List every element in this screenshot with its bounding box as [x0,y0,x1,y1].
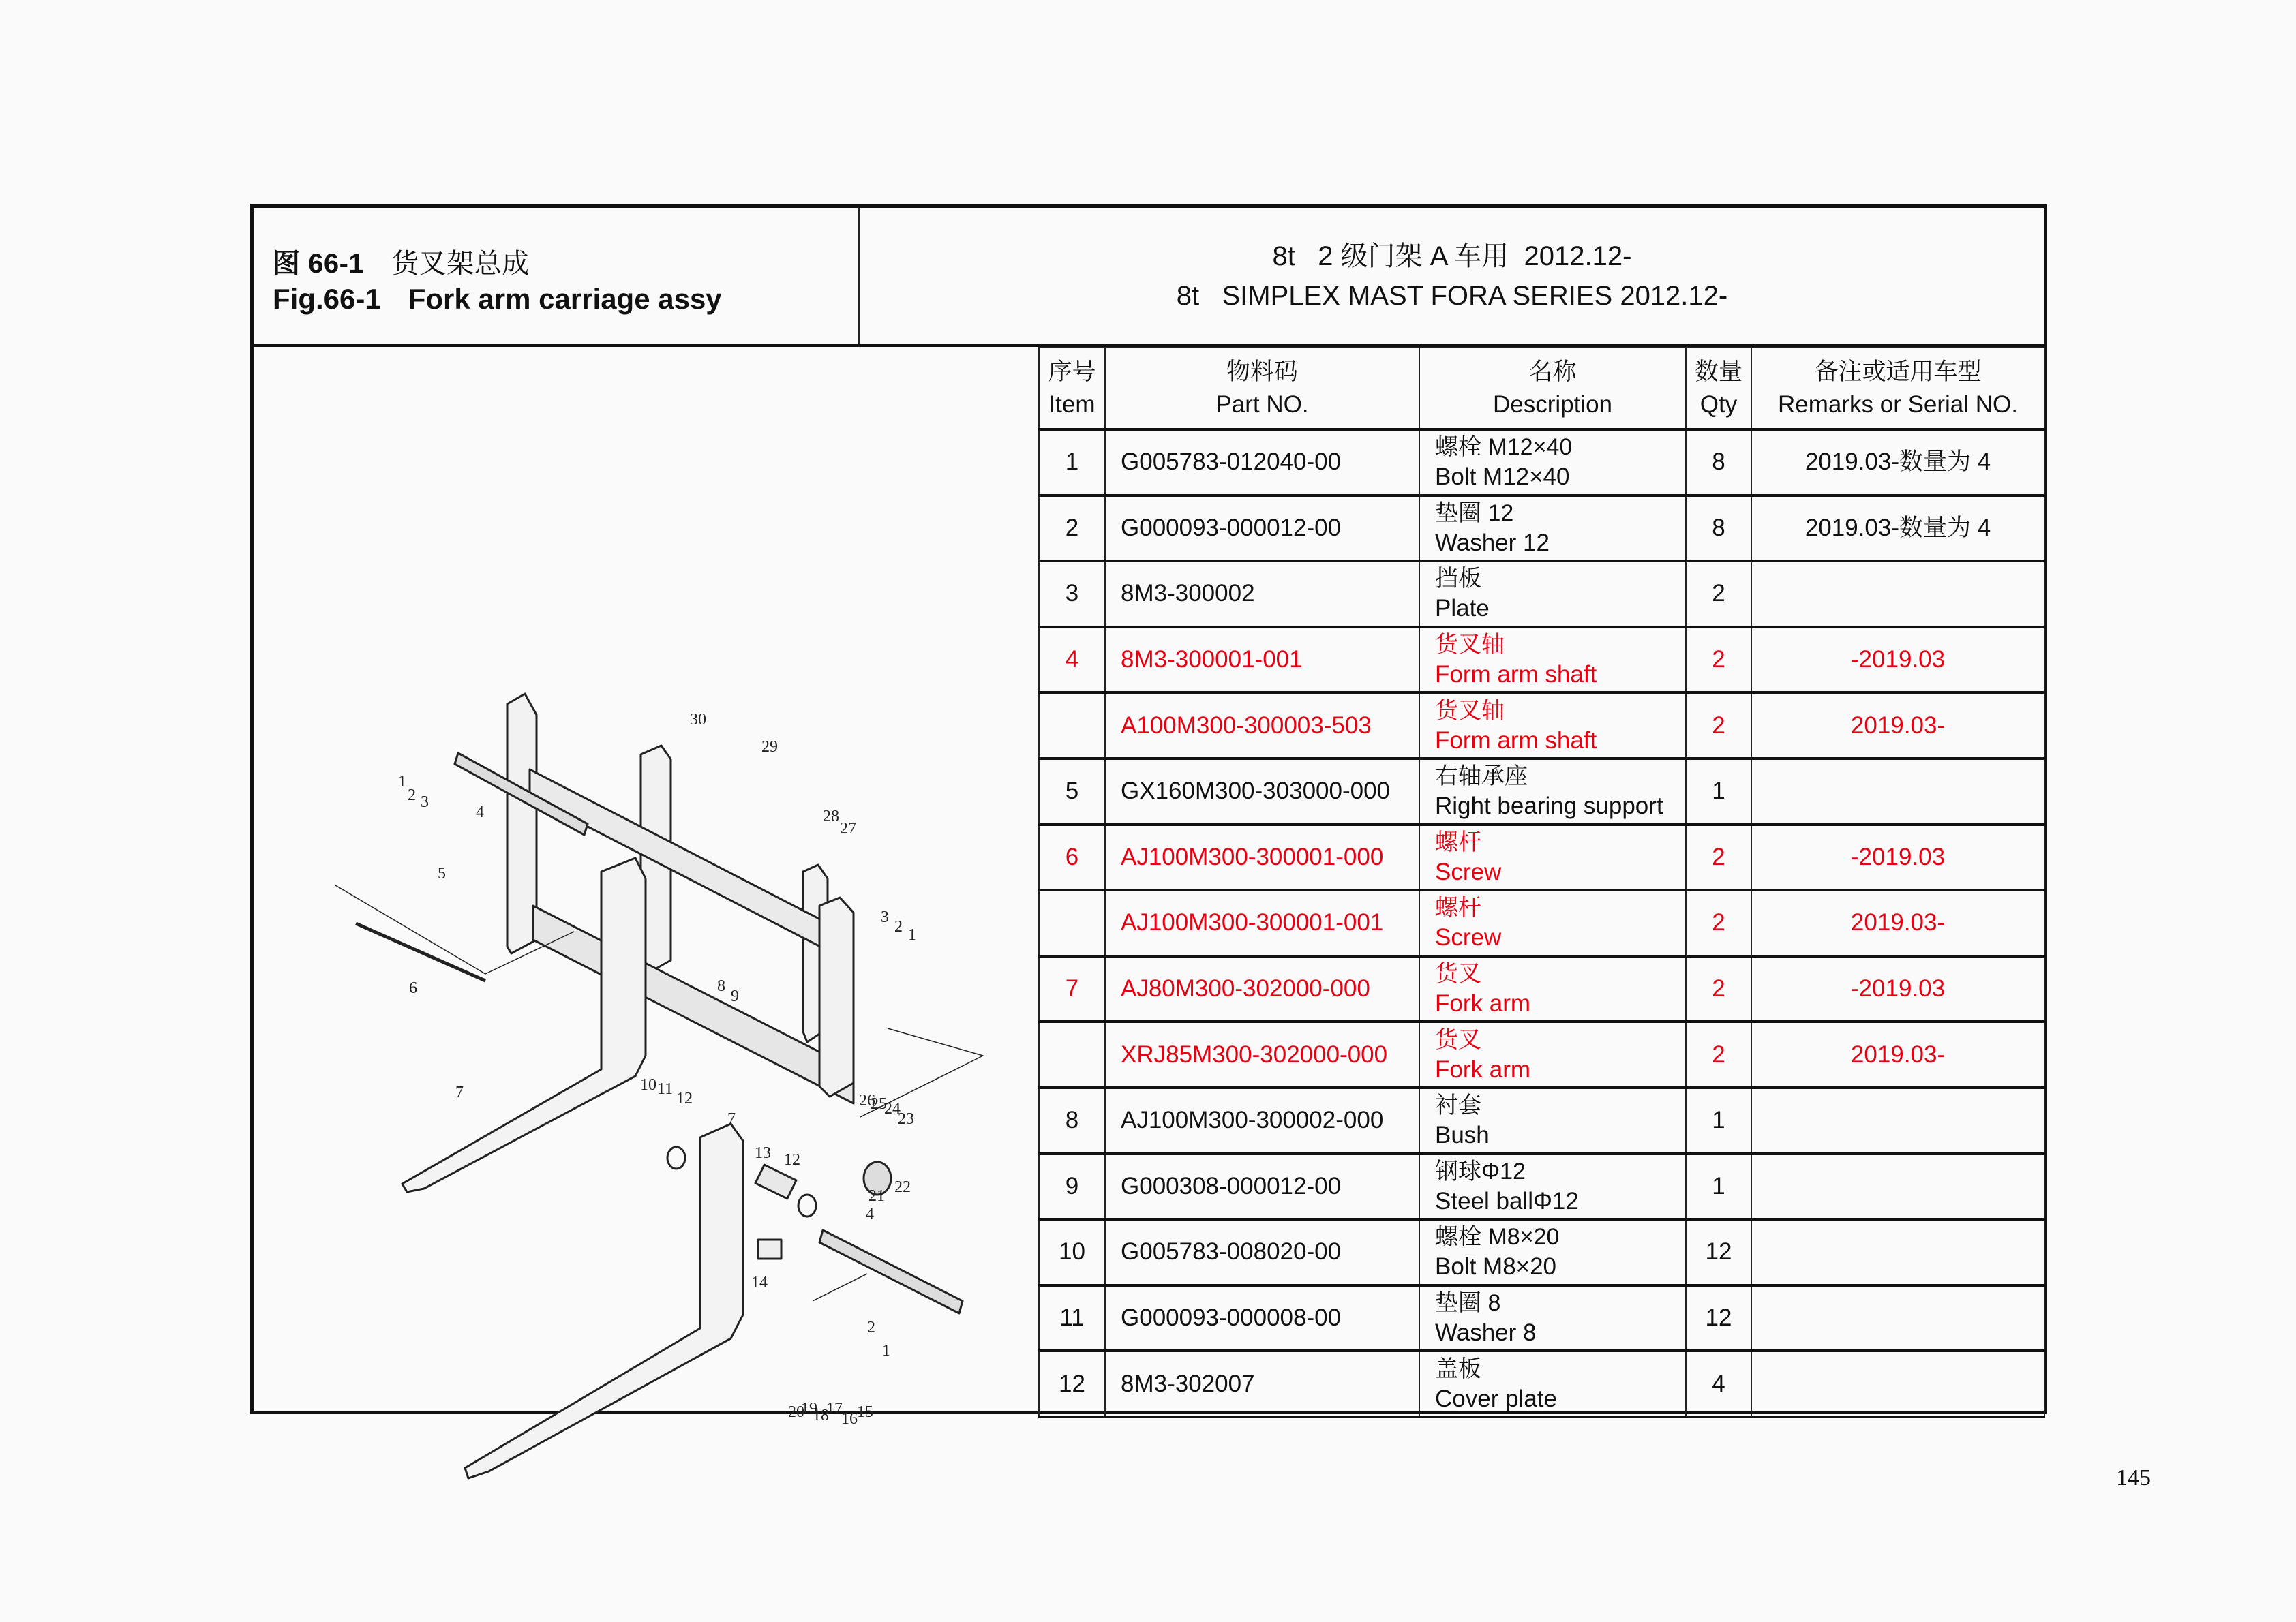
remarks-cell: -2019.03 [1751,627,2044,693]
table-row [1039,1285,2044,1351]
table-row [1039,890,2044,956]
svg-text:26: 26 [859,1092,875,1110]
svg-text:6: 6 [409,979,417,997]
svg-text:12: 12 [676,1090,693,1107]
remarks-cell: 2019.03-数量为 4 [1751,429,2044,495]
col-header-description: 名称 Description [1419,348,1686,429]
item-cell: 8 [1039,1088,1105,1154]
exploded-view-drawing [254,347,1038,1428]
item-cell [1039,1022,1105,1088]
svg-text:30: 30 [690,711,706,729]
qty-cell: 2 [1686,1022,1751,1088]
col-header-remarks: 备注或适用车型 Remarks or Serial NO. [1751,348,2044,429]
part-no-cell: AJ100M300-300001-001 [1105,890,1419,956]
item-cell: 1 [1039,429,1105,495]
description-cell: 右轴承座 Right bearing support [1419,759,1686,825]
part-no-cell: 8M3-302007 [1105,1351,1419,1417]
svg-text:10: 10 [640,1076,656,1094]
qty-cell: 2 [1686,956,1751,1022]
remarks-cell [1751,1351,2044,1417]
qty-cell: 4 [1686,1351,1751,1417]
qty-cell: 2 [1686,692,1751,759]
qty-cell: 12 [1686,1285,1751,1351]
svg-text:11: 11 [657,1080,674,1098]
fork-carriage-illustration [254,347,1038,1428]
qty-cell: 2 [1686,890,1751,956]
remarks-cell [1751,1219,2044,1285]
remarks-cell [1751,1285,2044,1351]
description-cell: 货叉 Fork arm [1419,1022,1686,1088]
svg-text:20: 20 [788,1403,804,1421]
part-no-cell: AJ80M300-302000-000 [1105,956,1419,1022]
parts-table [1038,347,2045,1418]
table-row [1039,561,2044,627]
svg-text:5: 5 [438,865,446,883]
col-header-part-no: 物料码 Part NO. [1105,348,1419,429]
item-cell: 3 [1039,561,1105,627]
description-cell: 挡板 Plate [1419,561,1686,627]
description-cell: 货叉轴 Form arm shaft [1419,627,1686,693]
table-row [1039,1351,2044,1417]
description-cell: 盖板 Cover plate [1419,1351,1686,1417]
item-cell: 11 [1039,1285,1105,1351]
description-cell: 钢球Φ12 Steel ballΦ12 [1419,1154,1686,1220]
qty-cell: 8 [1686,495,1751,562]
part-no-cell: 8M3-300001-001 [1105,627,1419,693]
series-block [860,208,2044,344]
table-row [1039,759,2044,825]
figure-number-en: Fig.66-1 [273,283,381,315]
series-title-en: 8t SIMPLEX MAST FORA SERIES 2012.12- [1176,281,1728,311]
table-row [1039,627,2044,693]
svg-text:13: 13 [755,1144,771,1162]
description-cell: 货叉 Fork arm [1419,956,1686,1022]
part-no-cell: GX160M300-303000-000 [1105,759,1419,825]
svg-text:18: 18 [813,1407,829,1424]
part-no-cell: G005783-012040-00 [1105,429,1419,495]
svg-text:15: 15 [857,1403,873,1421]
svg-text:2: 2 [867,1319,875,1336]
table-row [1039,1219,2044,1285]
part-no-cell: G000093-000008-00 [1105,1285,1419,1351]
svg-text:2: 2 [408,786,416,804]
table-row [1039,1154,2044,1220]
figure-name-cn: 货叉架总成 [391,249,530,279]
svg-text:12: 12 [784,1151,800,1169]
part-no-cell: XRJ85M300-302000-000 [1105,1022,1419,1088]
col-header-item: 序号 Item [1039,348,1105,429]
item-cell: 5 [1039,759,1105,825]
qty-cell: 2 [1686,561,1751,627]
svg-text:24: 24 [884,1100,901,1118]
page-number: 145 [2116,1465,2151,1490]
item-cell: 7 [1039,956,1105,1022]
series-title-cn: 8t 2 级门架 A 车用 2012.12- [1272,241,1632,271]
svg-text:25: 25 [871,1095,887,1113]
part-no-cell: 8M3-300002 [1105,561,1419,627]
description-cell: 垫圈 8 Washer 8 [1419,1285,1686,1351]
remarks-cell [1751,1154,2044,1220]
svg-text:7: 7 [455,1084,464,1101]
table-row [1039,825,2044,891]
part-no-cell: A100M300-300003-503 [1105,692,1419,759]
qty-cell: 12 [1686,1219,1751,1285]
part-no-cell: G000093-000012-00 [1105,495,1419,562]
svg-text:4: 4 [866,1206,874,1223]
figure-title-cn [273,242,530,281]
svg-text:27: 27 [840,820,856,838]
table-row [1039,956,2044,1022]
parts-page-frame [250,204,2047,1428]
figure-name-en: Fork arm carriage assy [408,283,722,315]
svg-text:7: 7 [727,1110,736,1128]
qty-cell: 8 [1686,429,1751,495]
svg-text:8: 8 [717,977,725,995]
svg-text:1: 1 [882,1342,890,1360]
description-cell: 垫圈 12 Washer 12 [1419,495,1686,562]
item-cell: 4 [1039,627,1105,693]
remarks-cell: 2019.03-数量为 4 [1751,495,2044,562]
svg-text:4: 4 [476,804,484,821]
item-cell: 9 [1039,1154,1105,1220]
description-cell: 衬套 Bush [1419,1088,1686,1154]
part-no-cell: G000308-000012-00 [1105,1154,1419,1220]
qty-cell: 1 [1686,759,1751,825]
parts-table-header [1039,348,2044,429]
item-cell [1039,890,1105,956]
description-cell: 螺杆 Screw [1419,890,1686,956]
svg-text:19: 19 [801,1400,817,1418]
description-cell: 螺栓 M8×20 Bolt M8×20 [1419,1219,1686,1285]
svg-text:16: 16 [841,1410,858,1428]
item-cell: 2 [1039,495,1105,562]
part-no-cell: G005783-008020-00 [1105,1219,1419,1285]
item-cell: 6 [1039,825,1105,891]
table-row [1039,1022,2044,1088]
svg-text:23: 23 [898,1110,914,1128]
description-cell: 螺栓 M12×40 Bolt M12×40 [1419,429,1686,495]
svg-text:28: 28 [823,808,839,825]
item-cell [1039,692,1105,759]
svg-text:1: 1 [398,773,406,791]
part-no-cell: AJ100M300-300002-000 [1105,1088,1419,1154]
remarks-cell: 2019.03- [1751,692,2044,759]
item-cell: 12 [1039,1351,1105,1417]
svg-text:22: 22 [894,1178,911,1196]
svg-text:21: 21 [868,1187,885,1205]
item-cell: 10 [1039,1219,1105,1285]
remarks-cell: -2019.03 [1751,825,2044,891]
qty-cell: 1 [1686,1154,1751,1220]
qty-cell: 2 [1686,825,1751,891]
remarks-cell: -2019.03 [1751,956,2044,1022]
parts-table-body [1039,429,2044,1417]
remarks-cell [1751,561,2044,627]
remarks-cell: 2019.03- [1751,890,2044,956]
figure-number-cn: 图 66-1 [273,249,365,279]
svg-text:1: 1 [908,926,916,944]
svg-text:17: 17 [826,1400,843,1418]
description-cell: 螺杆 Screw [1419,825,1686,891]
remarks-cell [1751,1088,2044,1154]
svg-text:14: 14 [751,1274,768,1291]
svg-text:2: 2 [894,918,903,936]
svg-text:9: 9 [731,988,739,1005]
qty-cell: 2 [1686,627,1751,693]
description-cell: 货叉轴 Form arm shaft [1419,692,1686,759]
table-row [1039,429,2044,495]
qty-cell: 1 [1686,1088,1751,1154]
figure-title-block [254,208,860,344]
table-row [1039,495,2044,562]
figure-title-en [273,283,722,316]
remarks-cell [1751,759,2044,825]
col-header-qty: 数量 Qty [1686,348,1751,429]
remarks-cell: 2019.03- [1751,1022,2044,1088]
svg-text:29: 29 [761,738,778,756]
part-no-cell: AJ100M300-300001-000 [1105,825,1419,891]
table-row [1039,692,2044,759]
svg-text:3: 3 [881,908,889,926]
svg-text:3: 3 [421,793,429,811]
table-row [1039,1088,2044,1154]
